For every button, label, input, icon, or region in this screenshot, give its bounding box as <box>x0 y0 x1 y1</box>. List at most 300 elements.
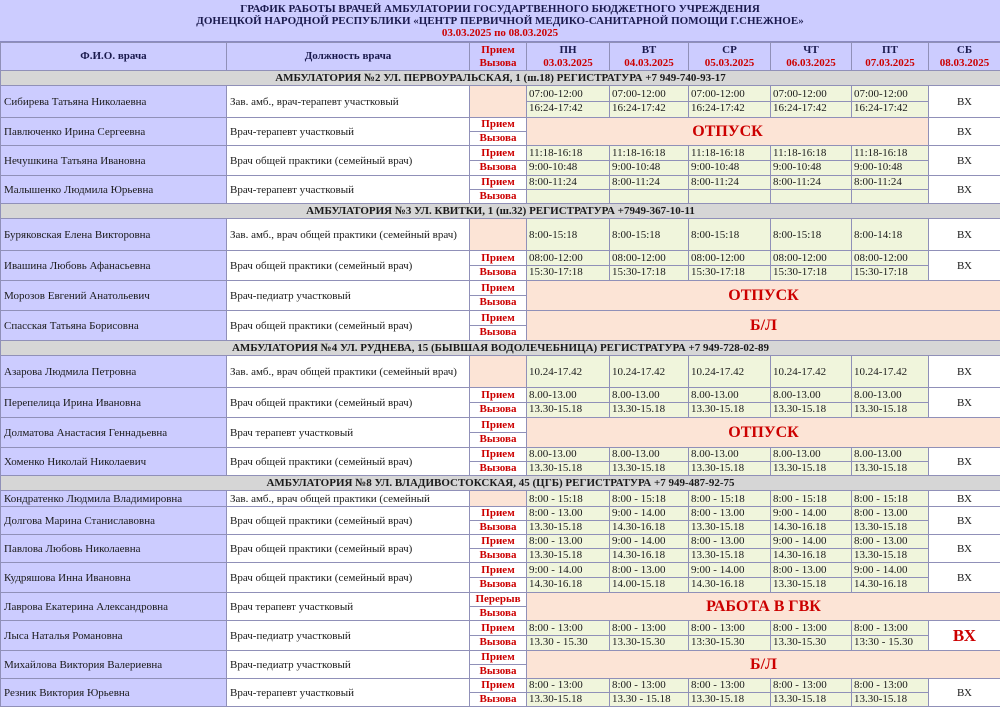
visit-type-cell <box>470 281 527 311</box>
doctor-row <box>1 356 1000 388</box>
schedule-time: 15:30-17:18 <box>691 266 745 278</box>
section-title: АМБУЛАТОРИЯ №4 УЛ. РУДНЕВА, 15 (БЫВШАЯ ВОДОЛЕЧЕБНИЦА) РЕГИСТРАТУРА +7 949-728-02-89 <box>1 341 1000 356</box>
saturday-cell: ВХ <box>929 679 1000 707</box>
schedule-time: 07:00-12:00 <box>689 88 770 102</box>
doctor-row <box>1 281 1000 311</box>
section-title: АМБУЛАТОРИЯ №3 УЛ. КВИТКИ, 1 (ш.32) РЕГИСТРАТУРА +7949-367-10-11 <box>1 204 1000 219</box>
schedule-cell <box>610 388 689 418</box>
type-calls: Вызова <box>479 190 517 202</box>
saturday-cell: ВХ <box>929 251 1000 281</box>
schedule-time: 16:24-17:42 <box>854 102 908 114</box>
visit-type-cell <box>470 563 527 593</box>
schedule-cell <box>852 563 929 593</box>
col-day-thu <box>771 43 852 71</box>
doctor-position: Врач-педиатр участковый <box>227 651 470 679</box>
type-reception: Прием <box>470 419 526 433</box>
schedule-cell <box>852 251 929 281</box>
visit-type-cell <box>470 146 527 176</box>
doctor-name: Перепелица Ирина Ивановна <box>1 388 227 418</box>
schedule-time: 9:00 - 14.00 <box>527 564 609 578</box>
doctor-position: Врач-терапевт участковый <box>227 679 470 707</box>
schedule-cell <box>610 219 689 251</box>
schedule-time: 16:24-17:42 <box>773 102 827 114</box>
doctor-position: Зав. амб., врач общей практики (семейный врач) <box>227 219 470 251</box>
schedule-time: 8:00-11:24 <box>527 176 609 190</box>
schedule-time: 8:00 - 13:00 <box>852 622 928 636</box>
schedule-time: 8.00-13.00 <box>527 448 609 462</box>
schedule-time: 13.30-15.18 <box>529 403 583 415</box>
day-label: ПН <box>559 43 577 56</box>
type-calls: Вызова <box>479 636 517 648</box>
saturday-cell: ВХ <box>929 621 1000 651</box>
header-title-line1: ГРАФИК РАБОТЫ ВРАЧЕЙ АМБУЛАТОРИИ ГОСУДАРТВЕННОГО БЮДЖЕТНОГО УЧРЕЖДЕНИЯ <box>240 3 760 15</box>
schedule-cell <box>852 356 929 388</box>
schedule-cell <box>527 448 610 476</box>
schedule-cell <box>771 176 852 204</box>
schedule-time: 8:00 - 13.00 <box>771 564 851 578</box>
schedule-time: 8:00-11:24 <box>852 176 928 190</box>
schedule-time: 14.30-16.18 <box>529 578 583 590</box>
schedule-time: 8:00-11:24 <box>610 176 688 190</box>
col-position-header: Должность врача <box>227 43 470 71</box>
schedule-cell <box>771 679 852 707</box>
doctor-row <box>1 388 1000 418</box>
schedule-cell <box>689 251 771 281</box>
schedule-body <box>1 71 1000 707</box>
schedule-time: 07:00-12:00 <box>852 88 928 102</box>
schedule-time: 10.24-17.42 <box>612 365 666 378</box>
schedule-time: 9:00-10:48 <box>612 161 661 173</box>
type-calls: Вызова <box>479 578 517 590</box>
saturday-cell: ВХ <box>929 86 1000 118</box>
doctor-name: Морозов Евгений Анатольевич <box>1 281 227 311</box>
schedule-cell <box>527 251 610 281</box>
doctor-position: Зав. амб., врач общей практики (семейный <box>227 491 470 507</box>
schedule-time: 13.30-15.18 <box>691 521 745 533</box>
doctor-position: Врач общей практики (семейный врач) <box>227 535 470 563</box>
status-banner: Б/Л <box>527 651 1000 679</box>
schedule-time: 13.30-15.18 <box>854 521 908 533</box>
schedule-cell <box>852 679 929 707</box>
saturday-cell: ВХ <box>929 176 1000 204</box>
schedule-table <box>0 42 1000 707</box>
status-banner: ОТПУСК <box>527 418 1000 448</box>
type-calls: Вызова <box>479 521 517 533</box>
schedule-cell <box>527 563 610 593</box>
doctor-position: Врач общей практики (семейный врач) <box>227 388 470 418</box>
schedule-cell <box>689 491 771 507</box>
schedule-time: 8.00-13.00 <box>771 448 851 462</box>
doctor-row <box>1 251 1000 281</box>
schedule-cell <box>771 621 852 651</box>
type-calls: Вызова <box>479 161 517 173</box>
doctor-position: Врач общей практики (семейный врач) <box>227 251 470 281</box>
schedule-cell <box>689 86 771 118</box>
schedule-time: 13.30-15.18 <box>773 403 827 415</box>
schedule-time: 11:18-16:18 <box>852 147 928 161</box>
doctor-row <box>1 621 1000 651</box>
schedule-time: 9:00 - 14.00 <box>610 535 688 549</box>
doctor-position: Врач терапевт участковый <box>227 418 470 448</box>
doctor-row <box>1 679 1000 707</box>
schedule-time: 8:00 - 15:18 <box>854 492 908 505</box>
doctor-position: Врач терапевт участковый <box>227 593 470 621</box>
schedule-time: 8:00-15:18 <box>612 228 661 241</box>
day-label: ЧТ <box>803 43 819 56</box>
col-day-tue <box>610 43 689 71</box>
schedule-cell <box>852 219 929 251</box>
section-row <box>1 71 1000 86</box>
schedule-time: 15:30-17:18 <box>773 266 827 278</box>
visit-type-cell <box>470 311 527 341</box>
schedule-time: 08:00-12:00 <box>852 252 928 266</box>
schedule-cell <box>610 621 689 651</box>
schedule-time: 8:00-15:18 <box>773 228 822 241</box>
schedule-cell <box>689 176 771 204</box>
schedule-time: 14.30-16.18 <box>854 578 908 590</box>
doctor-position: Врач-педиатр участковый <box>227 281 470 311</box>
schedule-cell <box>610 507 689 535</box>
doctor-name: Кондратенко Людмила Владимировна <box>1 491 227 507</box>
type-reception: Прием <box>470 252 526 266</box>
schedule-time: 8.00-13.00 <box>771 389 851 403</box>
schedule-time <box>852 190 928 203</box>
schedule-time <box>771 190 851 203</box>
schedule-time: 08:00-12:00 <box>610 252 688 266</box>
schedule-time: 8.00-13.00 <box>689 389 770 403</box>
schedule-time: 8:00 - 13:00 <box>527 622 609 636</box>
visit-type-cell <box>470 219 527 251</box>
schedule-time: 14.00-15.18 <box>612 578 666 590</box>
schedule-cell <box>527 146 610 176</box>
type-reception: Прием <box>470 176 526 190</box>
doctor-name: Сибирева Татьяна Николаевна <box>1 86 227 118</box>
day-label: ВТ <box>641 43 657 56</box>
doctor-name: Лаврова Екатерина Александровна <box>1 593 227 621</box>
visit-type-cell <box>470 593 527 621</box>
schedule-time: 13.30-15.18 <box>529 549 583 561</box>
status-banner: Б/Л <box>527 311 1000 341</box>
doctor-name: Спасская Татьяна Борисовна <box>1 311 227 341</box>
schedule-time: 13.30-15.30 <box>773 636 827 648</box>
doctor-position: Врач-терапевт участковый <box>227 176 470 204</box>
schedule-time: 07:00-12:00 <box>610 88 688 102</box>
schedule-cell <box>610 146 689 176</box>
schedule-time: 13.30-15.18 <box>773 578 827 590</box>
visit-type-cell <box>470 118 527 146</box>
schedule-time: 16:24-17:42 <box>691 102 745 114</box>
visit-type-cell <box>470 535 527 563</box>
schedule-time: 14.30-16.18 <box>773 521 827 533</box>
section-title: АМБУЛАТОРИЯ №2 УЛ. ПЕРВОУРАЛЬСКАЯ, 1 (ш.18) РЕГИСТРАТУРА +7 949-740-93-17 <box>1 71 1000 86</box>
col-day-fri <box>852 43 929 71</box>
col-day-wed <box>689 43 771 71</box>
schedule-time: 8:00 - 13:00 <box>771 679 851 693</box>
schedule-time: 13:30-15.30 <box>691 636 745 648</box>
doctor-row <box>1 176 1000 204</box>
type-reception: Прием <box>470 147 526 161</box>
schedule-time: 14.30-16.18 <box>773 549 827 561</box>
schedule-cell <box>610 679 689 707</box>
header-period: 03.03.2025 по 08.03.2025 <box>441 27 559 39</box>
visit-type-cell <box>470 356 527 388</box>
schedule-cell <box>689 563 771 593</box>
schedule-time: 11:18-16:18 <box>771 147 851 161</box>
visit-type-cell <box>470 176 527 204</box>
doctor-row <box>1 593 1000 621</box>
saturday-cell: ВХ <box>929 388 1000 418</box>
schedule-time: 8:00 - 15:18 <box>691 492 745 505</box>
status-banner: ОТПУСК <box>527 281 1000 311</box>
schedule-cell <box>771 86 852 118</box>
schedule-cell <box>852 535 929 563</box>
schedule-time: 13.30 - 15.30 <box>529 636 588 648</box>
schedule-cell <box>689 388 771 418</box>
doctor-name: Азарова Людмила Петровна <box>1 356 227 388</box>
schedule-time: 13.30-15.18 <box>691 549 745 561</box>
schedule-time: 8:00 - 13.00 <box>610 564 688 578</box>
schedule-time: 9:00-10:48 <box>854 161 903 173</box>
schedule-time: 8:00 - 13:00 <box>771 622 851 636</box>
type-reception: Прием <box>470 118 526 132</box>
schedule-time: 11:18-16:18 <box>527 147 609 161</box>
schedule-cell <box>852 86 929 118</box>
col-day-sat <box>929 43 1000 71</box>
schedule-time: 8:00 - 13:00 <box>689 679 770 693</box>
saturday-cell: ВХ <box>929 448 1000 476</box>
col-type-header <box>470 43 527 71</box>
schedule-time: 10.24-17.42 <box>773 365 827 378</box>
schedule-time: 16:24-17:42 <box>612 102 666 114</box>
doctor-row <box>1 651 1000 679</box>
visit-type-cell <box>470 418 527 448</box>
schedule-time: 13.30-15.18 <box>773 693 827 705</box>
schedule-cell <box>610 86 689 118</box>
schedule-cell <box>689 507 771 535</box>
schedule-cell <box>610 563 689 593</box>
schedule-cell <box>852 388 929 418</box>
col-type-top: Прием <box>481 43 515 56</box>
schedule-time: 11:18-16:18 <box>610 147 688 161</box>
schedule-cell <box>527 621 610 651</box>
schedule-time: 14.30-16.18 <box>612 549 666 561</box>
type-calls: Вызова <box>479 433 517 445</box>
type-reception: Прием <box>470 622 526 636</box>
schedule-time: 8:00 - 13:00 <box>852 679 928 693</box>
schedule-time: 15:30-17:18 <box>529 266 583 278</box>
schedule-time: 9:00 - 14.00 <box>771 535 851 549</box>
schedule-time: 07:00-12:00 <box>527 88 609 102</box>
schedule-time: 14.30-16.18 <box>612 521 666 533</box>
visit-type-cell <box>470 651 527 679</box>
schedule-cell <box>527 219 610 251</box>
doctor-row <box>1 146 1000 176</box>
schedule-cell <box>852 507 929 535</box>
schedule-time: 13.30-15.18 <box>773 462 827 474</box>
doctor-row <box>1 118 1000 146</box>
schedule-cell <box>689 219 771 251</box>
schedule-cell <box>689 146 771 176</box>
schedule-time: 10.24-17.42 <box>529 365 583 378</box>
saturday-cell: ВХ <box>929 219 1000 251</box>
schedule-cell <box>771 535 852 563</box>
schedule-cell <box>527 491 610 507</box>
day-date: 08.03.2025 <box>939 56 990 69</box>
type-calls: Вызова <box>479 549 517 561</box>
schedule-cell <box>852 176 929 204</box>
schedule-time: 8:00-15:18 <box>691 228 740 241</box>
schedule-time: 9:00-10:48 <box>529 161 578 173</box>
schedule-time: 13.30-15.18 <box>612 462 666 474</box>
doctor-name: Малышенко Людмила Юрьевна <box>1 176 227 204</box>
col-day-mon <box>527 43 610 71</box>
doctor-name: Павлова Любовь Николаевна <box>1 535 227 563</box>
schedule-time: 8.00-13.00 <box>527 389 609 403</box>
type-reception: Прием <box>470 679 526 693</box>
saturday-cell: ВХ <box>929 118 1000 146</box>
schedule-time: 13.30-15.18 <box>612 403 666 415</box>
doctor-name: Кудряшова Инна Ивановна <box>1 563 227 593</box>
saturday-cell: ВХ <box>929 146 1000 176</box>
schedule-time: 13.30-15.18 <box>529 462 583 474</box>
visit-type-cell <box>470 86 527 118</box>
schedule-cell <box>852 448 929 476</box>
schedule-cell <box>771 448 852 476</box>
schedule-time: 8.00-13.00 <box>610 448 688 462</box>
schedule-time: 13.30-15.18 <box>529 693 583 705</box>
schedule-time: 07:00-12:00 <box>771 88 851 102</box>
type-reception: Прием <box>470 312 526 326</box>
doctor-name: Хоменко Николай Николаевич <box>1 448 227 476</box>
schedule-time: 8:00-11:24 <box>689 176 770 190</box>
schedule-time: 13:30 - 15.30 <box>854 636 913 648</box>
schedule-time: 08:00-12:00 <box>689 252 770 266</box>
schedule-time: 8:00 - 13.00 <box>852 507 928 521</box>
doctor-position: Врач общей практики (семейный врач) <box>227 311 470 341</box>
type-calls: Вызова <box>479 693 517 705</box>
schedule-time: 9:00-10:48 <box>691 161 740 173</box>
schedule-time: 13.30-15.18 <box>691 693 745 705</box>
schedule-time <box>610 190 688 203</box>
day-label: ПТ <box>882 43 898 56</box>
schedule-time: 8.00-13.00 <box>610 389 688 403</box>
schedule-cell <box>689 356 771 388</box>
visit-type-cell <box>470 388 527 418</box>
doctor-name: Михайлова Виктория Валериевна <box>1 651 227 679</box>
doctor-position: Врач-педиатр участковый <box>227 621 470 651</box>
schedule-cell <box>527 176 610 204</box>
schedule-time: 8:00 - 15:18 <box>529 492 583 505</box>
schedule-cell <box>610 535 689 563</box>
doctor-row <box>1 563 1000 593</box>
doctor-name: Ивашина Любовь Афанасьевна <box>1 251 227 281</box>
schedule-time: 8:00 - 13:00 <box>527 679 609 693</box>
doctor-row <box>1 491 1000 507</box>
schedule-cell <box>771 251 852 281</box>
schedule-time: 8:00 - 15:18 <box>612 492 666 505</box>
day-date: 06.03.2025 <box>786 56 836 69</box>
saturday-cell: ВХ <box>929 356 1000 388</box>
type-calls: Вызова <box>479 403 517 415</box>
schedule-cell <box>689 535 771 563</box>
schedule-cell <box>610 176 689 204</box>
schedule-time <box>527 190 609 203</box>
schedule-time: 9:00 - 14.00 <box>610 507 688 521</box>
schedule-cell <box>610 356 689 388</box>
schedule-time: 14.30-16.18 <box>691 578 745 590</box>
type-reception: Перерыв <box>470 593 526 607</box>
schedule-time: 13.30-15.18 <box>854 693 908 705</box>
schedule-time: 10.24-17.42 <box>691 365 745 378</box>
saturday-cell: ВХ <box>929 563 1000 593</box>
schedule-time: 8:00 - 13:00 <box>610 622 688 636</box>
schedule-time: 13.30-15.18 <box>691 403 745 415</box>
section-row <box>1 476 1000 491</box>
doctor-position: Врач общей практики (семейный врач) <box>227 563 470 593</box>
schedule-cell <box>771 388 852 418</box>
schedule-time: 13.30-15.18 <box>854 403 908 415</box>
type-calls: Вызова <box>479 296 517 308</box>
schedule-cell <box>852 146 929 176</box>
schedule-time: 8.00-13.00 <box>852 389 928 403</box>
schedule-cell <box>527 388 610 418</box>
doctor-position: Врач общей практики (семейный врач) <box>227 448 470 476</box>
doctor-position: Врач общей практики (семейный врач) <box>227 146 470 176</box>
schedule-time: 13.30-15.18 <box>854 462 908 474</box>
schedule-cell <box>527 86 610 118</box>
visit-type-cell <box>470 251 527 281</box>
schedule-time: 9:00 - 14.00 <box>771 507 851 521</box>
type-calls: Вызова <box>479 462 517 474</box>
schedule-cell <box>610 251 689 281</box>
schedule-cell <box>852 491 929 507</box>
doctor-name: Нечушкина Татьяна Ивановна <box>1 146 227 176</box>
status-banner: РАБОТА В ГВК <box>527 593 1000 621</box>
schedule-time <box>689 190 770 203</box>
schedule-time: 8:00-11:24 <box>771 176 851 190</box>
doctor-position: Зав. амб., врач-терапевт участковый <box>227 86 470 118</box>
saturday-cell: ВХ <box>929 535 1000 563</box>
schedule-cell <box>610 448 689 476</box>
section-title: АМБУЛАТОРИЯ №8 УЛ. ВЛАДИВОСТОКСКАЯ, 45 (ЦГБ) РЕГИСТРАТУРА +7 949-487-92-75 <box>1 476 1000 491</box>
schedule-time: 15:30-17:18 <box>854 266 908 278</box>
schedule-cell <box>771 146 852 176</box>
column-header-row <box>1 43 1000 71</box>
doctor-row <box>1 535 1000 563</box>
schedule-cell <box>527 356 610 388</box>
schedule-cell <box>527 679 610 707</box>
schedule-time: 8:00 - 15:18 <box>773 492 827 505</box>
schedule-time: 10.24-17.42 <box>854 365 908 378</box>
schedule-time: 13.30 - 15.18 <box>612 693 671 705</box>
schedule-cell <box>852 621 929 651</box>
doctor-position: Зав. амб., врач общей практики (семейный врач) <box>227 356 470 388</box>
doctor-name: Лыса Наталья Романовна <box>1 621 227 651</box>
type-calls: Вызова <box>479 132 517 144</box>
schedule-time: 13.30-15.18 <box>691 462 745 474</box>
type-reception: Прием <box>470 282 526 296</box>
doctor-name: Буряковская Елена Викторовна <box>1 219 227 251</box>
schedule-cell <box>610 491 689 507</box>
schedule-time: 13.30-15.18 <box>854 549 908 561</box>
header-title-line2: ДОНЕЦКОЙ НАРОДНОЙ РЕСПУБЛИКИ «ЦЕНТР ПЕРВИЧНОЙ МЕДИКО-САНИТАРНОЙ ПОМОЩИ Г.СНЕЖНОЕ» <box>196 15 804 27</box>
type-reception: Прием <box>470 651 526 665</box>
type-calls: Вызова <box>479 266 517 278</box>
schedule-time: 9:00-10:48 <box>773 161 822 173</box>
doctor-name: Долгова Марина Станиславовна <box>1 507 227 535</box>
visit-type-cell <box>470 507 527 535</box>
schedule-time: 8:00 - 13:00 <box>689 622 770 636</box>
